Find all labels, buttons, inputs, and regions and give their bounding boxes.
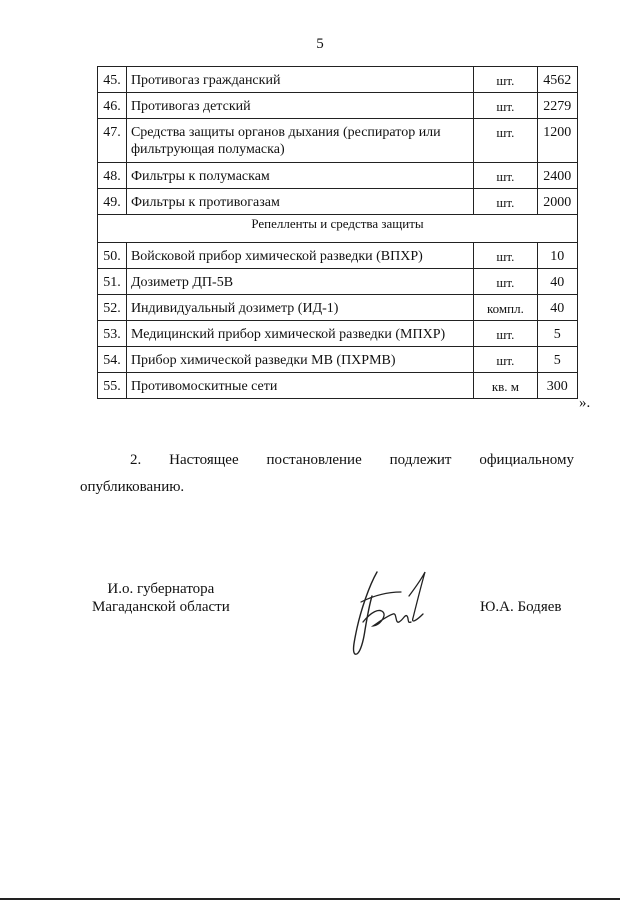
item-unit: шт. [474, 321, 537, 347]
signatory-name: Ю.А. Бодяев [480, 599, 562, 615]
item-unit: шт. [474, 347, 537, 373]
row-number: 50. [98, 243, 127, 269]
item-unit: шт. [474, 189, 537, 215]
item-name: Противогаз гражданский [126, 67, 473, 93]
table-row [98, 321, 578, 347]
item-unit: шт. [474, 243, 537, 269]
item-unit: шт. [474, 67, 537, 93]
item-quantity: 4562 [537, 67, 577, 93]
item-quantity: 10 [537, 243, 577, 269]
row-number: 51. [98, 269, 127, 295]
item-unit: шт. [474, 119, 537, 163]
item-quantity: 40 [537, 269, 577, 295]
row-number: 49. [98, 189, 127, 215]
handwritten-signature [343, 566, 435, 658]
item-name: Прибор химической разведки МВ (ПХРМВ) [126, 347, 473, 373]
row-number: 55. [98, 373, 127, 399]
table-row [98, 189, 578, 215]
table-row [98, 119, 578, 163]
signatory-title [92, 580, 230, 616]
row-number: 46. [98, 93, 127, 119]
item-name: Войсковой прибор химической разведки (ВПХР) [126, 243, 473, 269]
item-quantity: 2400 [537, 163, 577, 189]
table-row [98, 67, 578, 93]
item-unit: компл. [474, 295, 537, 321]
row-number: 53. [98, 321, 127, 347]
row-number: 45. [98, 67, 127, 93]
row-number: 47. [98, 119, 127, 163]
item-quantity: 5 [537, 347, 577, 373]
table-row [98, 269, 578, 295]
item-name: Медицинский прибор химической разведки (МПХР) [126, 321, 473, 347]
paragraph-line-1: 2. Настоящее постановление подлежит официальному [130, 452, 574, 468]
item-quantity: 40 [537, 295, 577, 321]
table-row [98, 243, 578, 269]
item-name: Дозиметр ДП-5В [126, 269, 473, 295]
item-unit: шт. [474, 93, 537, 119]
item-name: Противогаз детский [126, 93, 473, 119]
table-row [98, 295, 578, 321]
table-row [98, 347, 578, 373]
closing-quote: ». [579, 395, 591, 411]
table-row [98, 163, 578, 189]
item-unit: шт. [474, 163, 537, 189]
signatory-title-line-2: Магаданской области [92, 599, 230, 615]
item-name: Средства защиты органов дыхания (респиратор или фильтрующая полумаска) [126, 119, 473, 163]
item-name: Противомоскитные сети [126, 373, 473, 399]
row-number: 52. [98, 295, 127, 321]
row-number: 48. [98, 163, 127, 189]
item-quantity: 2279 [537, 93, 577, 119]
item-name: Индивидуальный дозиметр (ИД-1) [126, 295, 473, 321]
paragraph-line-2: опубликованию. [80, 479, 185, 495]
item-quantity: 5 [537, 321, 577, 347]
row-number: 54. [98, 347, 127, 373]
bottom-rule [0, 898, 620, 900]
table-row [98, 93, 578, 119]
table-row [98, 373, 578, 399]
items-table [97, 66, 578, 399]
item-unit: кв. м [474, 373, 537, 399]
item-name: Фильтры к полумаскам [126, 163, 473, 189]
section-header: Репелленты и средства защиты [98, 215, 578, 243]
item-quantity: 1200 [537, 119, 577, 163]
item-name: Фильтры к противогазам [126, 189, 473, 215]
item-quantity: 2000 [537, 189, 577, 215]
item-unit: шт. [474, 269, 537, 295]
page-number: 5 [316, 36, 324, 52]
section-row [98, 215, 578, 243]
item-quantity: 300 [537, 373, 577, 399]
signatory-title-line-1: И.о. губернатора [107, 581, 215, 597]
